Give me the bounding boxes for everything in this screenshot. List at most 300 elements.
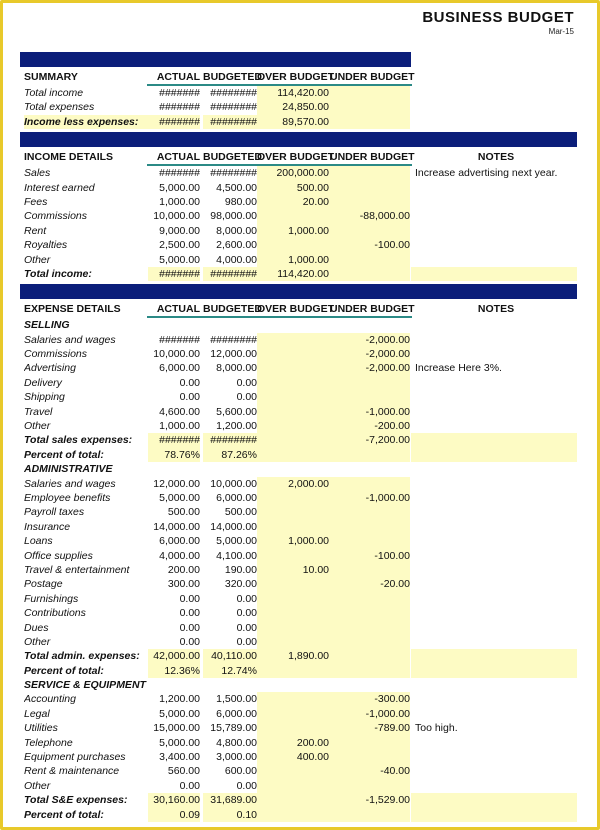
budgeted-value: 6,000.00 xyxy=(216,491,257,504)
under-budget-value: -789.00 xyxy=(330,721,410,735)
under-budget-value xyxy=(330,563,410,577)
expense-row xyxy=(20,505,580,519)
notes-cell xyxy=(411,253,577,267)
actual-value: ####### xyxy=(159,87,200,99)
col-actual: ACTUAL xyxy=(156,71,200,83)
income-row xyxy=(20,238,580,252)
budgeted-value: 87.26% xyxy=(203,448,257,462)
over-budget-value: 2,000.00 xyxy=(257,477,330,491)
actual-value: 0.00 xyxy=(179,376,200,389)
under-budget-value xyxy=(330,253,410,267)
budgeted-value: 31,689.00 xyxy=(203,793,257,807)
notes-cell xyxy=(411,238,577,252)
notes-cell: Too high. xyxy=(415,722,458,735)
budgeted-value: 2,600.00 xyxy=(216,239,257,252)
over-budget-value: 200.00 xyxy=(257,736,330,750)
percent-row xyxy=(20,664,580,678)
actual-value: 1,200.00 xyxy=(159,693,200,706)
over-budget-value xyxy=(257,764,330,778)
notes-cell xyxy=(411,707,577,721)
budgeted-value: 1,200.00 xyxy=(216,420,257,433)
over-budget-value xyxy=(257,238,330,252)
budgeted-value: 980.00 xyxy=(224,195,257,208)
over-budget-value xyxy=(257,448,330,462)
actual-value: 0.09 xyxy=(148,808,200,822)
col-budgeted: BUDGETED xyxy=(203,151,262,164)
expense-row xyxy=(20,692,580,706)
over-budget-value xyxy=(257,347,330,361)
budgeted-value: ######## xyxy=(210,167,257,180)
under-budget-value xyxy=(330,115,410,129)
actual-value: 200.00 xyxy=(167,563,200,576)
budgeted-value: 3,000.00 xyxy=(216,751,257,764)
actual-value: 6,000.00 xyxy=(159,535,200,548)
row-label: Total income: xyxy=(24,267,92,280)
row-label: Telephone xyxy=(24,736,73,749)
under-budget-value: -1,000.00 xyxy=(330,491,410,505)
actual-value: 15,000.00 xyxy=(153,722,200,735)
row-label: Total income xyxy=(24,87,84,99)
under-budget-value: -2,000.00 xyxy=(330,347,410,361)
row-label: Legal xyxy=(24,707,50,720)
over-budget-value xyxy=(257,209,330,223)
under-budget-value xyxy=(330,621,410,635)
under-budget-value: -200.00 xyxy=(330,419,410,433)
budgeted-value: 0.00 xyxy=(236,635,257,648)
row-label: Dues xyxy=(24,621,49,634)
summary-heading: SUMMARY xyxy=(24,71,78,83)
over-budget-value: 1,890.00 xyxy=(257,649,330,663)
over-budget-value xyxy=(257,635,330,649)
expense-row xyxy=(20,534,580,548)
under-budget-value: -20.00 xyxy=(330,577,410,591)
budgeted-value: 4,800.00 xyxy=(216,736,257,749)
col-under-budget: UNDER BUDGET xyxy=(330,303,415,316)
over-budget-value xyxy=(257,333,330,347)
section-heading-row xyxy=(20,462,580,476)
budgeted-value: ######## xyxy=(203,433,257,447)
expense-row xyxy=(20,549,580,563)
under-budget-value: -7,200.00 xyxy=(330,433,410,447)
notes-cell xyxy=(411,549,577,563)
under-budget-value xyxy=(330,195,410,209)
actual-value: 1,000.00 xyxy=(159,420,200,433)
row-label: Contributions xyxy=(24,607,86,620)
row-label: Travel xyxy=(24,405,53,418)
budgeted-value: 190.00 xyxy=(224,563,257,576)
income-row xyxy=(20,224,580,238)
notes-cell xyxy=(411,347,577,361)
notes-cell xyxy=(411,491,577,505)
row-label: Total sales expenses: xyxy=(24,434,133,447)
col-actual: ACTUAL xyxy=(156,303,200,316)
under-budget-value xyxy=(330,224,410,238)
over-budget-value xyxy=(257,808,330,822)
notes-cell xyxy=(411,577,577,591)
expense-row xyxy=(20,707,580,721)
budgeted-value: ######## xyxy=(210,87,257,99)
income-band xyxy=(20,132,577,147)
actual-value: 10,000.00 xyxy=(153,210,200,223)
row-label: Rent & maintenance xyxy=(24,765,120,778)
actual-value: 12,000.00 xyxy=(153,477,200,490)
expense-row xyxy=(20,419,580,433)
over-budget-value xyxy=(257,721,330,735)
col-budgeted: BUDGETED xyxy=(203,71,262,83)
budgeted-value: 12.74% xyxy=(203,664,257,678)
row-label: Commissions xyxy=(24,210,88,223)
row-label: Other xyxy=(24,253,51,266)
col-over-budget: OVER BUDGET xyxy=(257,303,335,316)
under-budget-value xyxy=(330,664,410,678)
summary-total-row xyxy=(20,115,580,129)
budgeted-value: 1,500.00 xyxy=(216,693,257,706)
notes-cell xyxy=(411,477,577,491)
notes-cell xyxy=(411,520,577,534)
under-budget-value xyxy=(330,779,410,793)
budgeted-value: 5,600.00 xyxy=(216,405,257,418)
expense-row xyxy=(20,347,580,361)
row-label: Salaries and wages xyxy=(24,477,116,490)
row-label: Rent xyxy=(24,224,47,237)
over-budget-value xyxy=(257,692,330,706)
budgeted-value: 0.00 xyxy=(236,621,257,634)
over-budget-value xyxy=(257,491,330,505)
col-actual: ACTUAL xyxy=(156,151,200,164)
over-budget-value: 20.00 xyxy=(257,195,330,209)
budgeted-value: 4,000.00 xyxy=(216,253,257,266)
actual-value: ####### xyxy=(159,333,200,346)
col-notes: NOTES xyxy=(477,151,515,164)
under-budget-value xyxy=(330,86,410,100)
expense-total-row xyxy=(20,433,580,447)
actual-value: 0.00 xyxy=(179,607,200,620)
actual-value: 12.36% xyxy=(148,664,200,678)
notes-cell xyxy=(411,195,577,209)
under-budget-value: -100.00 xyxy=(330,549,410,563)
actual-value: 0.00 xyxy=(179,592,200,605)
summary-band xyxy=(20,52,411,67)
actual-value: 14,000.00 xyxy=(153,520,200,533)
row-label: Loans xyxy=(24,535,53,548)
actual-value: 1,000.00 xyxy=(159,195,200,208)
budgeted-value: 0.10 xyxy=(203,808,257,822)
actual-value: 5,000.00 xyxy=(159,181,200,194)
under-budget-value xyxy=(330,390,410,404)
notes-cell xyxy=(411,692,577,706)
col-over-budget: OVER BUDGET xyxy=(257,71,335,83)
row-label: Other xyxy=(24,420,51,433)
row-label: Delivery xyxy=(24,376,62,389)
income-heading: INCOME DETAILS xyxy=(24,151,114,164)
actual-value: 5,000.00 xyxy=(159,736,200,749)
row-label: Office supplies xyxy=(24,549,93,562)
actual-value: 30,160.00 xyxy=(148,793,200,807)
income-total-row xyxy=(20,267,580,281)
budget-sheet xyxy=(20,52,580,822)
under-budget-value xyxy=(330,181,410,195)
row-label: Income less expenses: xyxy=(24,115,148,129)
over-budget-value xyxy=(257,505,330,519)
over-budget-value: 114,420.00 xyxy=(257,86,330,100)
expense-row xyxy=(20,592,580,606)
row-label: Other xyxy=(24,635,51,648)
actual-value: 0.00 xyxy=(179,779,200,792)
actual-value: 6,000.00 xyxy=(159,362,200,375)
under-budget-value: -100.00 xyxy=(330,238,410,252)
expense-row xyxy=(20,491,580,505)
notes-cell xyxy=(411,649,577,663)
expense-row xyxy=(20,333,580,347)
page-title: BUSINESS BUDGET xyxy=(422,9,574,26)
notes-cell xyxy=(411,592,577,606)
budgeted-value: 15,789.00 xyxy=(210,722,257,735)
budgeted-value: 4,100.00 xyxy=(216,549,257,562)
under-budget-value: -1,000.00 xyxy=(330,707,410,721)
percent-row xyxy=(20,808,580,822)
under-budget-value xyxy=(330,808,410,822)
under-budget-value xyxy=(330,736,410,750)
expense-row xyxy=(20,721,580,735)
under-budget-value xyxy=(330,477,410,491)
under-budget-value: -2,000.00 xyxy=(330,333,410,347)
over-budget-value xyxy=(257,520,330,534)
actual-value: ####### xyxy=(159,101,200,114)
expense-row xyxy=(20,563,580,577)
row-label: Employee benefits xyxy=(24,491,111,504)
over-budget-value xyxy=(257,621,330,635)
section-heading: SERVICE & EQUIPMENT xyxy=(24,679,146,692)
expense-row xyxy=(20,736,580,750)
notes-cell xyxy=(411,419,577,433)
budgeted-value: ######## xyxy=(210,333,257,346)
under-budget-value xyxy=(330,606,410,620)
over-budget-value xyxy=(257,793,330,807)
row-label: Utilities xyxy=(24,722,58,735)
under-budget-value xyxy=(330,376,410,390)
expense-row xyxy=(20,750,580,764)
budgeted-value: 600.00 xyxy=(224,765,257,778)
expense-row xyxy=(20,520,580,534)
expense-row xyxy=(20,779,580,793)
row-label: Royalties xyxy=(24,239,68,252)
over-budget-value: 89,570.00 xyxy=(257,115,330,129)
row-label: Percent of total: xyxy=(24,448,104,461)
notes-cell xyxy=(411,376,577,390)
budgeted-value: 40,110.00 xyxy=(203,649,257,663)
notes-cell xyxy=(411,563,577,577)
row-label: Equipment purchases xyxy=(24,751,126,764)
row-label: Shipping xyxy=(24,391,65,404)
over-budget-value xyxy=(257,549,330,563)
section-heading-row xyxy=(20,678,580,692)
over-budget-value xyxy=(257,405,330,419)
under-budget-value xyxy=(330,520,410,534)
actual-value: 4,600.00 xyxy=(159,405,200,418)
over-budget-value xyxy=(257,433,330,447)
report-date: Mar-15 xyxy=(548,27,574,36)
under-budget-value: -1,529.00 xyxy=(330,793,410,807)
under-budget-value xyxy=(330,750,410,764)
actual-value: 2,500.00 xyxy=(159,239,200,252)
notes-cell: Increase advertising next year. xyxy=(415,167,558,180)
over-budget-value xyxy=(257,376,330,390)
row-label: Percent of total: xyxy=(24,664,104,677)
over-budget-value xyxy=(257,664,330,678)
budgeted-value: 6,000.00 xyxy=(216,707,257,720)
actual-value: ####### xyxy=(148,115,200,129)
budgeted-value: 0.00 xyxy=(236,592,257,605)
under-budget-value xyxy=(330,505,410,519)
row-label: Insurance xyxy=(24,520,71,533)
actual-value: 0.00 xyxy=(179,391,200,404)
row-label: Payroll taxes xyxy=(24,506,85,519)
row-label: Other xyxy=(24,779,51,792)
budgeted-value: 0.00 xyxy=(236,779,257,792)
actual-value: 42,000.00 xyxy=(148,649,200,663)
actual-value: 500.00 xyxy=(167,506,200,519)
income-row xyxy=(20,253,580,267)
budgeted-value: 5,000.00 xyxy=(216,535,257,548)
expense-header-row xyxy=(20,301,580,318)
budgeted-value: ######## xyxy=(210,101,257,114)
expense-row xyxy=(20,635,580,649)
actual-value: 300.00 xyxy=(167,578,200,591)
over-budget-value: 1,000.00 xyxy=(257,224,330,238)
budgeted-value: 8,000.00 xyxy=(216,362,257,375)
budgeted-value: 4,500.00 xyxy=(216,181,257,194)
over-budget-value xyxy=(257,592,330,606)
notes-cell xyxy=(411,209,577,223)
under-budget-value xyxy=(330,448,410,462)
row-label: Total expenses xyxy=(24,101,95,114)
notes-cell xyxy=(411,779,577,793)
notes-cell xyxy=(411,390,577,404)
notes-cell xyxy=(411,433,577,447)
over-budget-value: 200,000.00 xyxy=(257,166,330,180)
notes-cell xyxy=(411,764,577,778)
actual-value: 9,000.00 xyxy=(159,224,200,237)
over-budget-value xyxy=(257,361,330,375)
expense-heading: EXPENSE DETAILS xyxy=(24,303,121,316)
expense-row xyxy=(20,405,580,419)
actual-value: ####### xyxy=(159,167,200,180)
over-budget-value xyxy=(257,779,330,793)
notes-cell xyxy=(411,405,577,419)
income-row xyxy=(20,195,580,209)
expense-row xyxy=(20,361,580,375)
actual-value: 10,000.00 xyxy=(153,348,200,361)
notes-cell xyxy=(411,664,577,678)
actual-value: 0.00 xyxy=(179,635,200,648)
expense-row xyxy=(20,390,580,404)
notes-cell xyxy=(411,448,577,462)
budgeted-value: ######## xyxy=(203,267,257,281)
row-label: Percent of total: xyxy=(24,808,104,821)
budgeted-value: 0.00 xyxy=(236,376,257,389)
notes-cell xyxy=(411,793,577,807)
row-label: Fees xyxy=(24,195,48,208)
actual-value: 5,000.00 xyxy=(159,253,200,266)
notes-cell xyxy=(411,750,577,764)
budgeted-value: 12,000.00 xyxy=(210,348,257,361)
notes-cell xyxy=(411,808,577,822)
under-budget-value: -2,000.00 xyxy=(330,361,410,375)
over-budget-value xyxy=(257,577,330,591)
over-budget-value xyxy=(257,707,330,721)
actual-value: 4,000.00 xyxy=(159,549,200,562)
under-budget-value: -40.00 xyxy=(330,764,410,778)
summary-row xyxy=(20,86,580,100)
actual-value: 560.00 xyxy=(167,765,200,778)
actual-value: ####### xyxy=(148,433,200,447)
over-budget-value xyxy=(257,606,330,620)
expense-row xyxy=(20,477,580,491)
col-under-budget: UNDER BUDGET xyxy=(330,151,415,164)
expense-row xyxy=(20,621,580,635)
col-over-budget: OVER BUDGET xyxy=(257,151,335,164)
over-budget-value: 1,000.00 xyxy=(257,534,330,548)
budgeted-value: 14,000.00 xyxy=(210,520,257,533)
expense-row xyxy=(20,577,580,591)
row-label: Advertising xyxy=(24,362,76,375)
summary-header-row xyxy=(20,69,580,86)
over-budget-value xyxy=(257,390,330,404)
under-budget-value xyxy=(330,100,410,114)
over-budget-value xyxy=(257,419,330,433)
actual-value: 3,400.00 xyxy=(159,751,200,764)
income-row xyxy=(20,209,580,223)
over-budget-value: 114,420.00 xyxy=(257,267,330,281)
budgeted-value: 10,000.00 xyxy=(210,477,257,490)
over-budget-value: 10.00 xyxy=(257,563,330,577)
budgeted-value: 0.00 xyxy=(236,607,257,620)
row-label: Commissions xyxy=(24,348,88,361)
notes-cell xyxy=(411,635,577,649)
notes-cell xyxy=(411,181,577,195)
under-budget-value xyxy=(330,534,410,548)
row-label: Interest earned xyxy=(24,181,95,194)
under-budget-value xyxy=(330,649,410,663)
over-budget-value: 1,000.00 xyxy=(257,253,330,267)
under-budget-value xyxy=(330,267,410,281)
budgeted-value: 8,000.00 xyxy=(216,224,257,237)
income-row xyxy=(20,166,580,180)
expense-row xyxy=(20,606,580,620)
percent-row xyxy=(20,448,580,462)
notes-cell: Increase Here 3%. xyxy=(415,362,502,375)
under-budget-value: -1,000.00 xyxy=(330,405,410,419)
col-budgeted: BUDGETED xyxy=(203,303,262,316)
under-budget-value: -88,000.00 xyxy=(330,209,410,223)
row-label: Total admin. expenses: xyxy=(24,650,140,663)
notes-cell xyxy=(411,621,577,635)
section-heading: ADMINISTRATIVE xyxy=(24,463,113,476)
col-under-budget: UNDER BUDGET xyxy=(330,71,415,83)
over-budget-value: 24,850.00 xyxy=(257,100,330,114)
over-budget-value: 500.00 xyxy=(257,181,330,195)
row-label: Postage xyxy=(24,578,63,591)
section-heading: SELLING xyxy=(24,319,70,332)
actual-value: 0.00 xyxy=(179,621,200,634)
notes-cell xyxy=(411,606,577,620)
budgeted-value: 0.00 xyxy=(236,391,257,404)
row-label: Furnishings xyxy=(24,592,79,605)
notes-cell xyxy=(411,333,577,347)
expense-row xyxy=(20,764,580,778)
under-budget-value xyxy=(330,635,410,649)
actual-value: 5,000.00 xyxy=(159,707,200,720)
